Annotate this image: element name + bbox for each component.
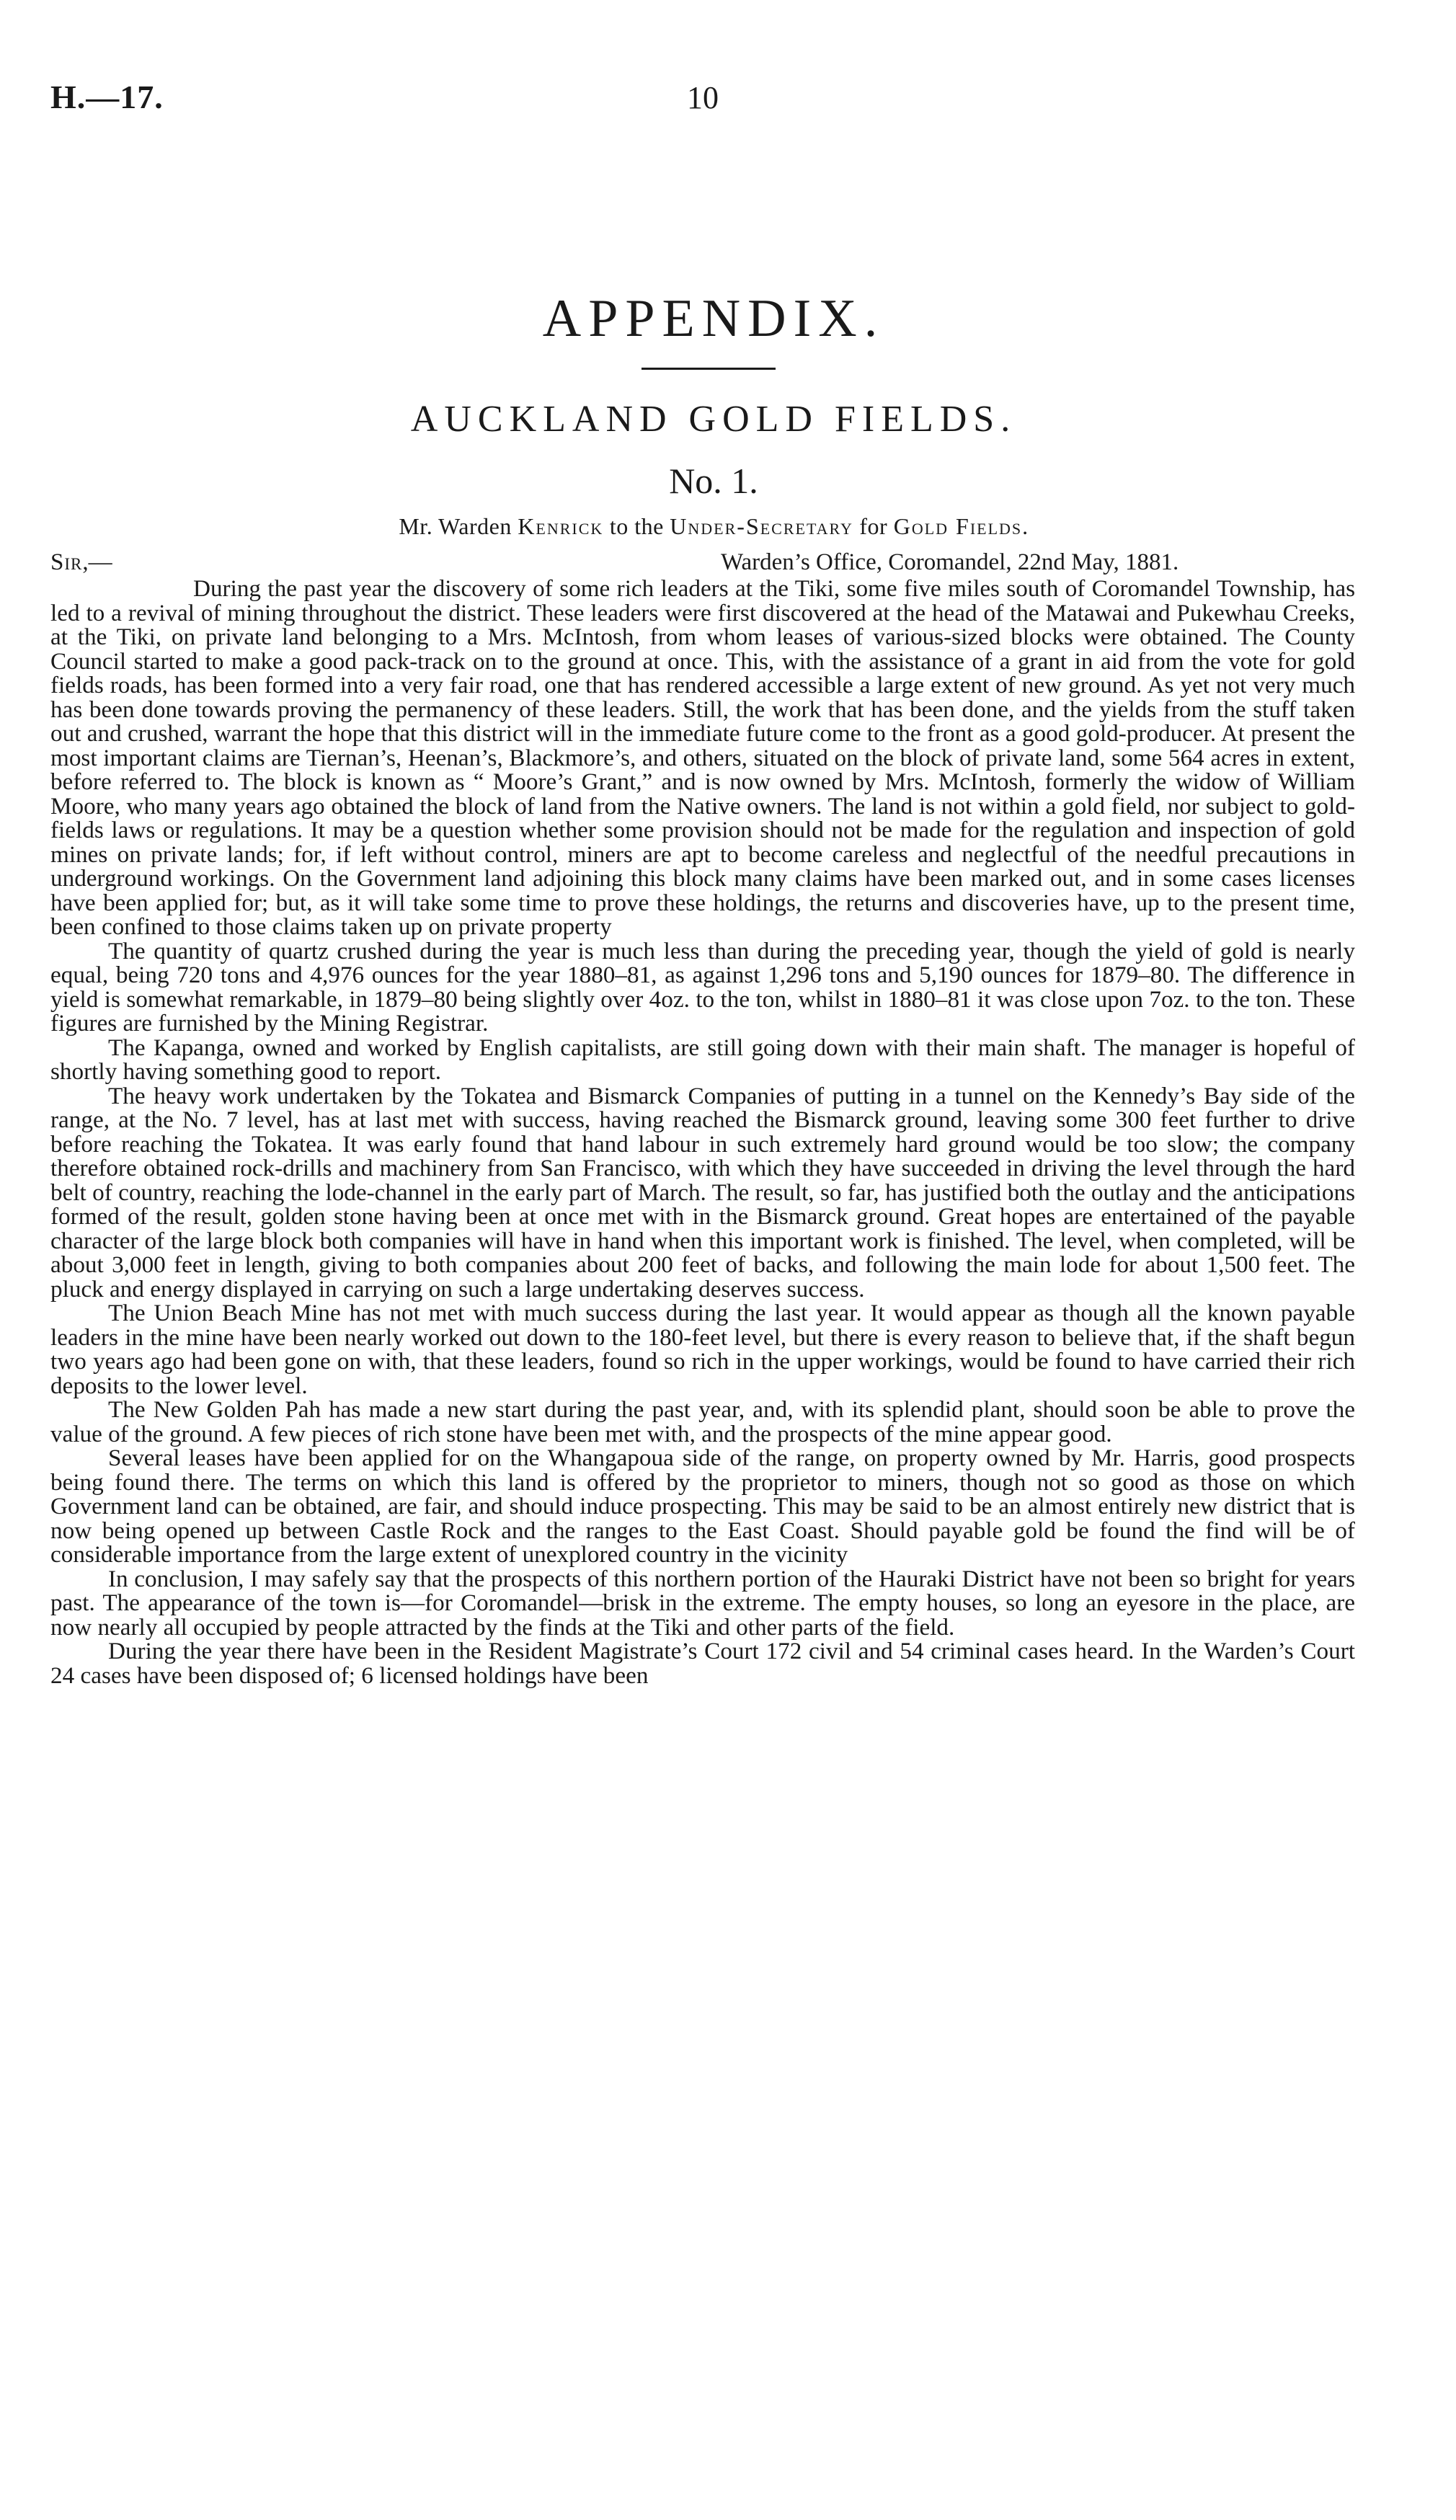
section-heading: AUCKLAND GOLD FIELDS. — [410, 399, 1017, 440]
subtitle-suffix: . — [1022, 513, 1029, 539]
paragraph-whangapoua: Several leases have been applied for on the Whangapoua side of the range, on property owned by Mr. Harris, good prospects being found there. The terms on which this land is offered by the proprietor to miners, though not so good as those on which Government land can be obtained, are fair, and should induce prospecting. This may be said to be an almost entirely new district that is now being opened up between Castle Rock and the ranges to the East Coast. Should payable gold be found the find will be of considerable importance from the large extent of unexplored country in the vicinity — [50, 1445, 1355, 1568]
paragraph-union-beach: The Union Beach Mine has not met with much success during the last year. It would appear as though all the known payable leaders in the mine have been nearly worked out down to the 180-feet level, but there is every reason to believe that, if the shaft begun two years ago had been gone on with, that these leaders, found so rich in the upper workings, would be found to have carried their rich deposits to the lower level. — [50, 1300, 1355, 1399]
letter-subtitle — [0, 513, 1427, 540]
paragraph-conclusion: In conclusion, I may safely say that the prospects of this northern portion of the Hauraki District have not been so bright for years past. The appearance of the town is—for Coromandel—brisk in the extreme. The empty houses, so long an eyesore in the place, are now nearly all occupied by people attracted by the finds at the Tiki and other parts of the field. — [50, 1565, 1355, 1641]
heading-divider — [642, 368, 776, 370]
document-number: No. 1. — [669, 461, 758, 501]
subtitle-sender: Kenrick — [518, 513, 604, 539]
letter-body — [50, 577, 1355, 1687]
subtitle-middle: to the — [603, 513, 670, 539]
subtitle-recipient: Under-Secretary — [670, 513, 853, 539]
dateline: Warden’s Office, Coromandel, 22nd May, 1881. — [721, 549, 1179, 575]
salutation-punct: ,— — [82, 549, 112, 575]
salutation — [50, 549, 112, 576]
paragraph-quartz-crushed: The quantity of quartz crushed during the year is much less than during the preceding year, though the yield of gold is nearly equal, being 720 tons and 4,976 ounces for the year 1880–81, as against 1,296 tons and 5,190 ounces for 1879–80. The difference in yield is somewhat remarkable, in 1879–80 being slightly over 4oz. to the ton, whilst in 1880–81 it was close upon 7oz. to the ton. These figures are furnished by the Mining Registrar. — [50, 937, 1355, 1037]
paragraph-new-golden-pah: The New Golden Pah has made a new start during the past year, and, with its splendid plant, should soon be able to prove the value of the ground. A few pieces of rich stone have been met with, and the prospects of the mine appear good. — [50, 1396, 1355, 1447]
subtitle-prefix: Mr. Warden — [399, 513, 518, 539]
paragraph-tokatea-bismarck: The heavy work undertaken by the Tokatea and Bismarck Companies of putting in a tunnel on the Kennedy’s Bay side of the range, at the No. 7 level, has at last met with success, having reached the Bismarck ground, leaving some 300 feet further to drive before reaching the Tokatea. It was early found that hand labour in such extremely hard ground would be too slow; the company therefore obtained rock-drills and machinery from San Francisco, with which they have succeeded in driving the level through the hard belt of country, reaching the lode-channel in the early part of March. The result, so far, has justified both the outlay and the anticipations formed of the result, golden stone having been at once met with in the Bismarck ground. Great hopes are entertained of the payable character of the large block both companies will have in hand when this important work is finished. The level, when completed, will be about 3,000 feet in length, giving to both companies about 200 feet of backs, and following the main lode for about 1,500 feet. The pluck and energy displayed in carrying on such a large undertaking deserves success. — [50, 1082, 1355, 1303]
subtitle-for: for — [853, 513, 894, 539]
appendix-heading: APPENDIX. — [542, 289, 885, 348]
paragraph-court-statistics: During the year there have been in the Resident Magistrate’s Court 172 civil and 54 criminal cases heard. In the Warden’s Court 24 cases have been disposed of; 6 licensed holdings have been — [50, 1638, 1355, 1689]
paragraph-kapanga: The Kapanga, owned and worked by English capitalists, are still going down with their main shaft. The manager is hopeful of shortly having something good to report. — [50, 1034, 1355, 1085]
page-number: 10 — [687, 80, 719, 115]
document-reference: H.—17. — [50, 79, 164, 115]
paragraph-tiki-discovery: During the past year the discovery of some rich leaders at the Tiki, some five miles south of Coromandel Township, has led to a revival of mining throughout the district. These leaders were first discovered at the head of the Matawai and Pukewhau Creeks, at the Tiki, on private land belonging to a Mrs. McIntosh, from whom leases of various-sized blocks were obtained. The County Council started to make a good pack-track on to the ground at once. This, with the assistance of a grant in aid from the vote for gold fields roads, has been formed into a very fair road, one that has rendered accessible a large extent of new ground. As yet not very much has been done towards proving the permanency of these leaders. Still, the work that has been done, and the yields from the stuff taken out and crushed, warrant the hope that this district will in the immediate future come to the front as a good gold-producer. At present the most important claims are Tiernan’s, Heenan’s, Blackmore’s, and others, situated on the block of private land, some 564 acres in extent, before referred to. The block is known as “ Moore’s Grant,” and is now owned by Mrs. McIntosh, formerly the widow of William Moore, who many years ago obtained the block of land from the Native owners. The land is not within a gold field, nor subject to gold-fields laws or regulations. It may be a question whether some provision should not be made for the regulation and inspection of gold mines on private lands; for, if left without control, miners are apt to become careless and neglectful of the needful precautions in underground workings. On the Government land adjoining this block many claims have been marked out, and in some cases licenses have been applied for; but, as it will take some time to prove these holdings, the returns and discoveries have, up to the present time, been confined to those claims taken up on private property — [50, 575, 1355, 940]
salutation-word: Sir — [50, 549, 83, 575]
subtitle-department: Gold Fields — [893, 513, 1023, 539]
